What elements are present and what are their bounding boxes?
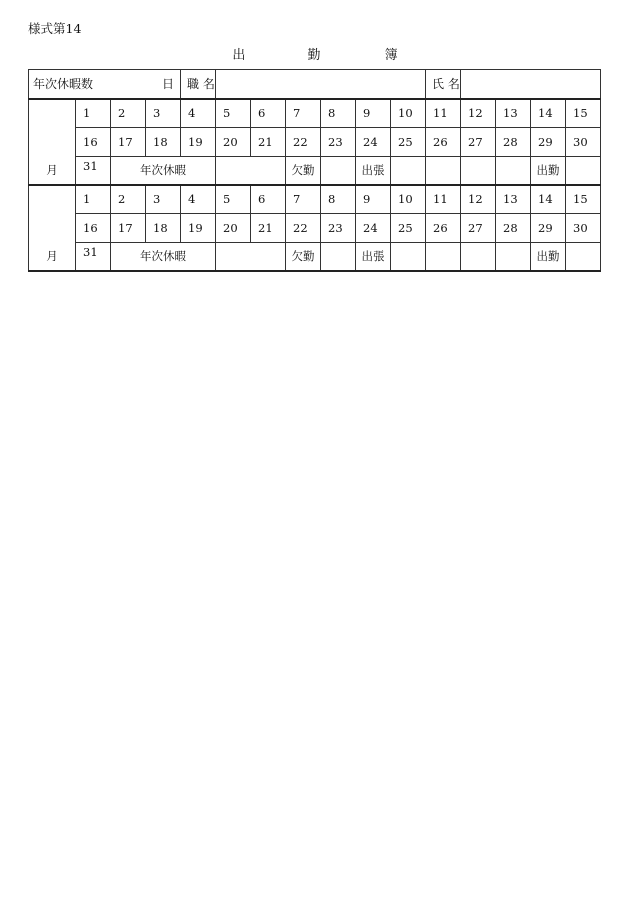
day-cell[interactable]: 3 bbox=[146, 185, 181, 214]
day-cell[interactable]: 6 bbox=[251, 185, 286, 214]
day-cell[interactable]: 28 bbox=[496, 128, 531, 157]
page-title bbox=[0, 44, 630, 63]
day-cell[interactable]: 4 bbox=[181, 99, 216, 128]
position-label: 職 名 bbox=[181, 70, 216, 99]
day-cell[interactable]: 22 bbox=[286, 128, 321, 157]
day-cell[interactable]: 26 bbox=[426, 214, 461, 243]
day-cell[interactable]: 10 bbox=[391, 185, 426, 214]
day-cell[interactable]: 19 bbox=[181, 214, 216, 243]
day-cell[interactable]: 14 bbox=[531, 99, 566, 128]
block2-month-label: 月 bbox=[46, 248, 58, 263]
day-cell[interactable]: 20 bbox=[216, 128, 251, 157]
day-cell[interactable]: 8 bbox=[321, 99, 356, 128]
day-cell[interactable]: 1 bbox=[76, 99, 111, 128]
blank-cell[interactable] bbox=[461, 243, 496, 271]
block2-summary-row bbox=[29, 243, 601, 271]
day-cell[interactable]: 15 bbox=[566, 99, 601, 128]
annual-leave-label: 年次休暇 bbox=[111, 157, 216, 185]
day-cell[interactable]: 25 bbox=[391, 128, 426, 157]
form-number: 様式第14 bbox=[28, 21, 82, 36]
attendance-label: 出勤 bbox=[531, 157, 566, 185]
annual-leave-field[interactable] bbox=[216, 243, 286, 271]
block1-summary-row bbox=[29, 157, 601, 185]
day-cell[interactable]: 2 bbox=[111, 185, 146, 214]
absence-field[interactable] bbox=[321, 157, 356, 185]
absence-label: 欠勤 bbox=[286, 157, 321, 185]
header-row bbox=[29, 70, 601, 99]
business-trip-field[interactable] bbox=[391, 157, 426, 185]
block1-days-16-30 bbox=[29, 128, 601, 157]
day-cell[interactable]: 23 bbox=[321, 128, 356, 157]
day-cell[interactable]: 19 bbox=[181, 128, 216, 157]
day-cell[interactable]: 26 bbox=[426, 128, 461, 157]
day-cell[interactable]: 13 bbox=[496, 99, 531, 128]
day-cell[interactable]: 9 bbox=[356, 185, 391, 214]
day-cell[interactable]: 20 bbox=[216, 214, 251, 243]
day-cell[interactable]: 27 bbox=[461, 128, 496, 157]
day-cell[interactable]: 30 bbox=[566, 128, 601, 157]
title-char-3: 簿 bbox=[384, 48, 398, 63]
day-cell[interactable]: 4 bbox=[181, 185, 216, 214]
position-field[interactable] bbox=[216, 70, 426, 99]
day-cell[interactable]: 14 bbox=[531, 185, 566, 214]
day-cell[interactable]: 27 bbox=[461, 214, 496, 243]
title-char-2: 勤 bbox=[307, 48, 321, 63]
day-cell[interactable]: 5 bbox=[216, 185, 251, 214]
attendance-label: 出勤 bbox=[531, 243, 566, 271]
blank-cell[interactable] bbox=[461, 157, 496, 185]
day-cell[interactable]: 13 bbox=[496, 185, 531, 214]
day-cell[interactable]: 8 bbox=[321, 185, 356, 214]
day-cell[interactable]: 24 bbox=[356, 214, 391, 243]
blank-cell[interactable] bbox=[426, 157, 461, 185]
attendance-table bbox=[28, 69, 601, 272]
annual-leave-days-field[interactable] bbox=[111, 70, 181, 99]
block2-month-cell[interactable] bbox=[29, 185, 76, 271]
day-cell[interactable]: 7 bbox=[286, 185, 321, 214]
annual-leave-label: 年次休暇 bbox=[111, 243, 216, 271]
block1-month-label: 月 bbox=[46, 162, 58, 177]
day-cell[interactable]: 11 bbox=[426, 185, 461, 214]
day-cell[interactable]: 12 bbox=[461, 99, 496, 128]
day-cell[interactable]: 22 bbox=[286, 214, 321, 243]
day-cell[interactable]: 3 bbox=[146, 99, 181, 128]
day-cell[interactable]: 15 bbox=[566, 185, 601, 214]
absence-label: 欠勤 bbox=[286, 243, 321, 271]
day-cell[interactable]: 24 bbox=[356, 128, 391, 157]
day-cell[interactable]: 17 bbox=[111, 214, 146, 243]
block1-days-1-15 bbox=[29, 99, 601, 128]
attendance-field[interactable] bbox=[566, 243, 601, 271]
name-label: 氏 名 bbox=[426, 70, 461, 99]
day-cell-31[interactable]: 31 bbox=[76, 157, 111, 185]
day-cell[interactable]: 16 bbox=[76, 128, 111, 157]
day-cell[interactable]: 12 bbox=[461, 185, 496, 214]
day-cell[interactable]: 7 bbox=[286, 99, 321, 128]
day-cell[interactable]: 16 bbox=[76, 214, 111, 243]
day-cell[interactable]: 28 bbox=[496, 214, 531, 243]
absence-field[interactable] bbox=[321, 243, 356, 271]
blank-cell[interactable] bbox=[496, 243, 531, 271]
day-cell[interactable]: 23 bbox=[321, 214, 356, 243]
annual-leave-days-label: 年次休暇数 bbox=[29, 70, 111, 99]
business-trip-label: 出張 bbox=[356, 243, 391, 271]
day-cell[interactable]: 9 bbox=[356, 99, 391, 128]
title-char-1: 出 bbox=[232, 48, 246, 63]
day-cell[interactable]: 21 bbox=[251, 128, 286, 157]
day-cell[interactable]: 2 bbox=[111, 99, 146, 128]
business-trip-label: 出張 bbox=[356, 157, 391, 185]
day-cell[interactable]: 18 bbox=[146, 214, 181, 243]
block2-days-16-30 bbox=[29, 214, 601, 243]
day-cell[interactable]: 1 bbox=[76, 185, 111, 214]
day-cell[interactable]: 30 bbox=[566, 214, 601, 243]
annual-leave-field[interactable] bbox=[216, 157, 286, 185]
day-cell[interactable]: 21 bbox=[251, 214, 286, 243]
day-cell[interactable]: 17 bbox=[111, 128, 146, 157]
day-cell[interactable]: 10 bbox=[391, 99, 426, 128]
business-trip-field[interactable] bbox=[391, 243, 426, 271]
block2-days-1-15 bbox=[29, 185, 601, 214]
day-cell[interactable]: 11 bbox=[426, 99, 461, 128]
day-cell-31[interactable]: 31 bbox=[76, 243, 111, 271]
name-field[interactable] bbox=[461, 70, 601, 99]
day-cell[interactable]: 5 bbox=[216, 99, 251, 128]
day-unit: 日 bbox=[161, 77, 174, 92]
day-cell[interactable]: 29 bbox=[531, 128, 566, 157]
block1-month-cell[interactable] bbox=[29, 99, 76, 185]
day-cell[interactable]: 6 bbox=[251, 99, 286, 128]
attendance-field[interactable] bbox=[566, 157, 601, 185]
day-cell[interactable]: 25 bbox=[391, 214, 426, 243]
day-cell[interactable]: 29 bbox=[531, 214, 566, 243]
day-cell[interactable]: 18 bbox=[146, 128, 181, 157]
blank-cell[interactable] bbox=[496, 157, 531, 185]
blank-cell[interactable] bbox=[426, 243, 461, 271]
